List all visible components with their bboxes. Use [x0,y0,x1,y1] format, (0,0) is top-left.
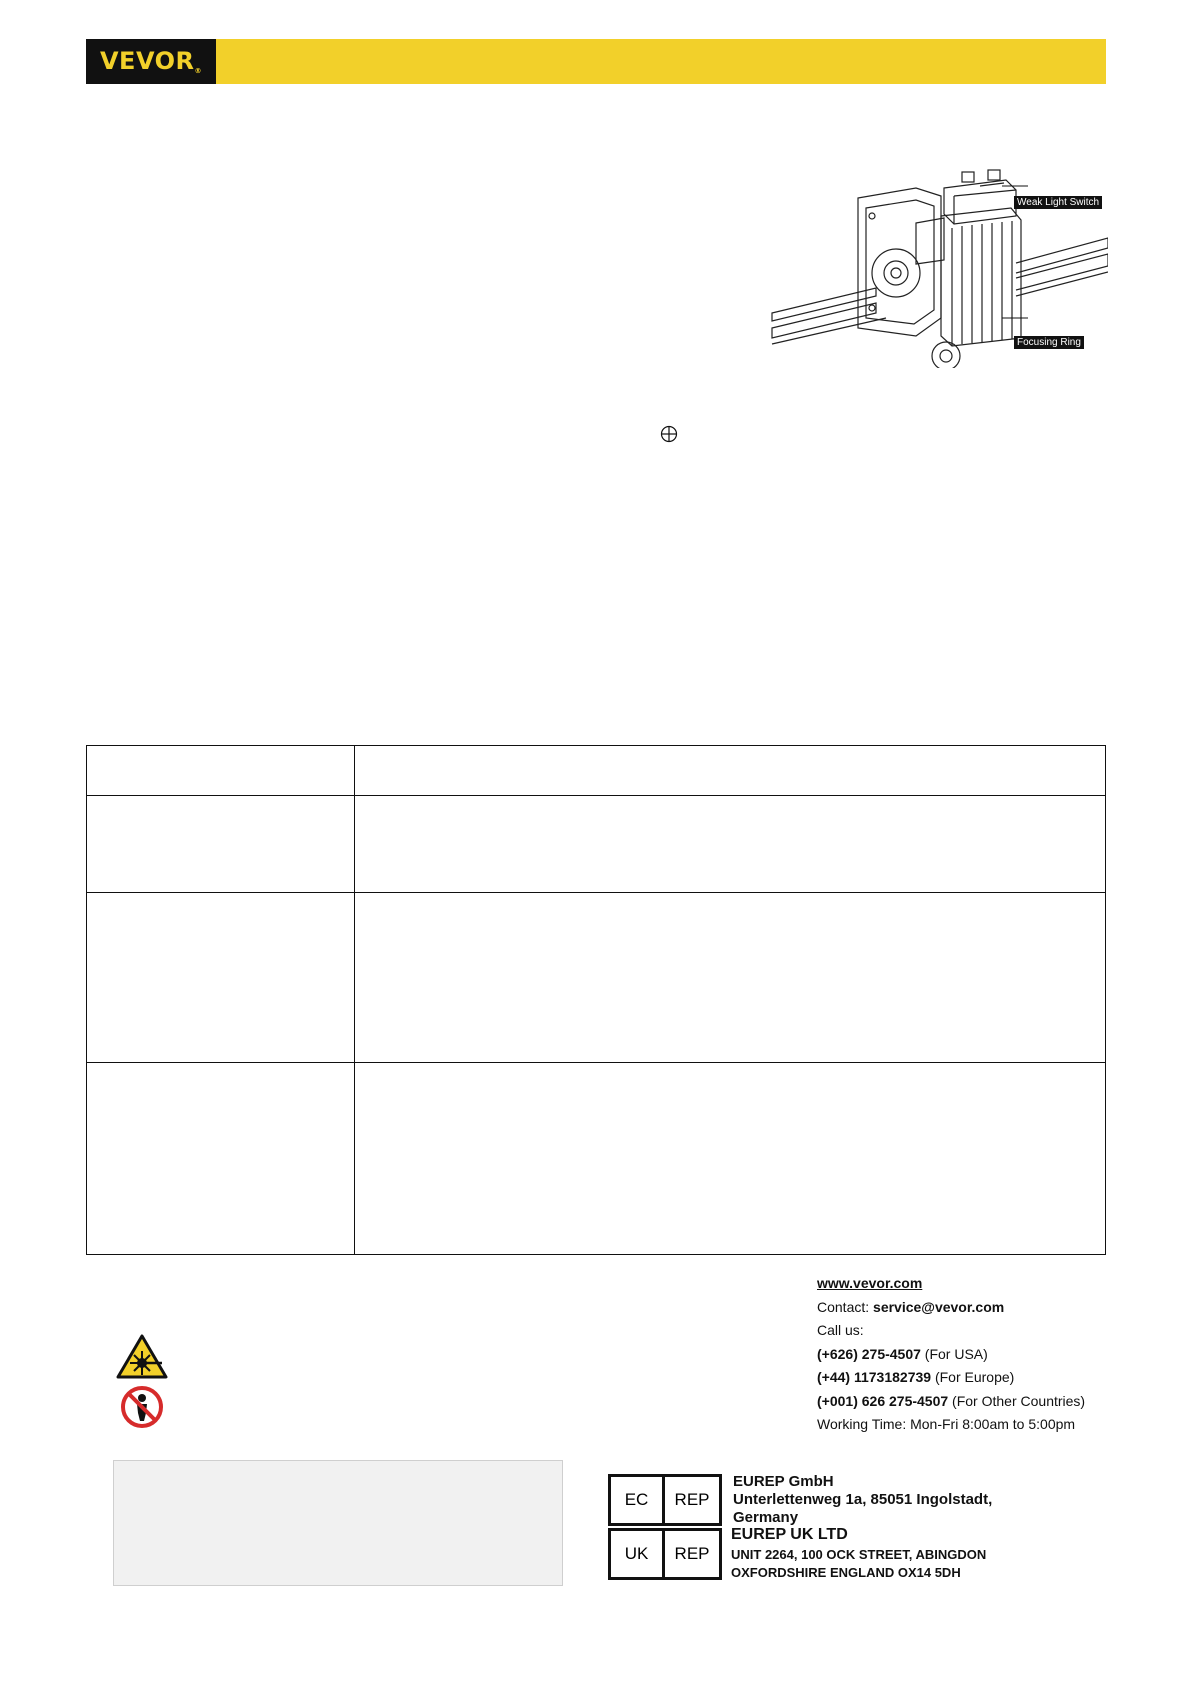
table-cell [355,796,1106,893]
uk-rep-address [731,1526,986,1582]
weak-light-switch-label: Weak Light Switch [1014,196,1102,209]
table-cell [87,796,355,893]
trademark: ® [194,67,202,75]
phone-other [817,1390,1107,1414]
rep-label: REP [674,1490,710,1509]
call-us-label: Call us: [817,1322,864,1338]
phone-region: (For Other Countries) [948,1392,1086,1409]
table-row [87,796,1106,893]
table-cell [355,746,1106,796]
ec-label: EC [611,1477,665,1523]
laser-warning-icon [116,1334,168,1379]
contact-label: Contact: [817,1298,874,1315]
uk-label: UK [611,1531,665,1577]
grey-info-box [113,1460,563,1586]
focusing-ring-label: Focusing Ring [1014,336,1084,349]
table-cell [87,746,355,796]
brand-name: VEVOR [99,47,195,75]
rep-label: REP [674,1544,710,1563]
crosshair-icon [660,425,678,443]
ec-rep-mark [608,1474,722,1526]
phone-number: (+44) 1173182739 [817,1369,932,1385]
no-children-icon [120,1385,164,1429]
uk-rep-city: OXFORDSHIRE ENGLAND OX14 5DH [731,1565,961,1580]
table-cell [87,1063,355,1255]
ec-rep-address [733,1473,992,1527]
table-cell [87,893,355,1063]
ec-rep-street: Unterlettenweg 1a, 85051 Ingolstadt, [733,1491,993,1508]
vevor-logo [86,39,216,84]
phone-region: (For Europe) [931,1369,1015,1385]
website-link[interactable]: www.vevor.com [817,1275,923,1291]
contact-email[interactable]: service@vevor.com [873,1298,1005,1315]
phone-europe [817,1366,1107,1390]
laser-module-figure [766,168,1108,368]
table-cell [355,1063,1106,1255]
table-row [87,746,1106,796]
table-cell [355,893,1106,1063]
phone-usa [817,1343,1107,1367]
table-row [87,1063,1106,1255]
phone-number: (+001) 626 275-4507 [817,1392,949,1409]
working-time: Working Time: Mon-Fri 8:00am to 5:00pm [817,1416,1076,1432]
contact-line [817,1296,1107,1320]
uk-rep-mark [608,1528,722,1580]
table-row [87,893,1106,1063]
phone-region: (For USA) [920,1345,988,1362]
troubleshooting-table [86,745,1106,1255]
phone-number: (+626) 275-4507 [817,1345,921,1362]
ec-rep-country: Germany [733,1509,799,1526]
uk-rep-street: UNIT 2264, 100 OCK STREET, ABINGDON [731,1547,987,1562]
contact-block [817,1272,1107,1437]
header-bar [86,39,1106,84]
uk-rep-name: EUREP UK LTD [731,1526,848,1543]
ec-rep-name: EUREP GmbH [733,1473,834,1490]
